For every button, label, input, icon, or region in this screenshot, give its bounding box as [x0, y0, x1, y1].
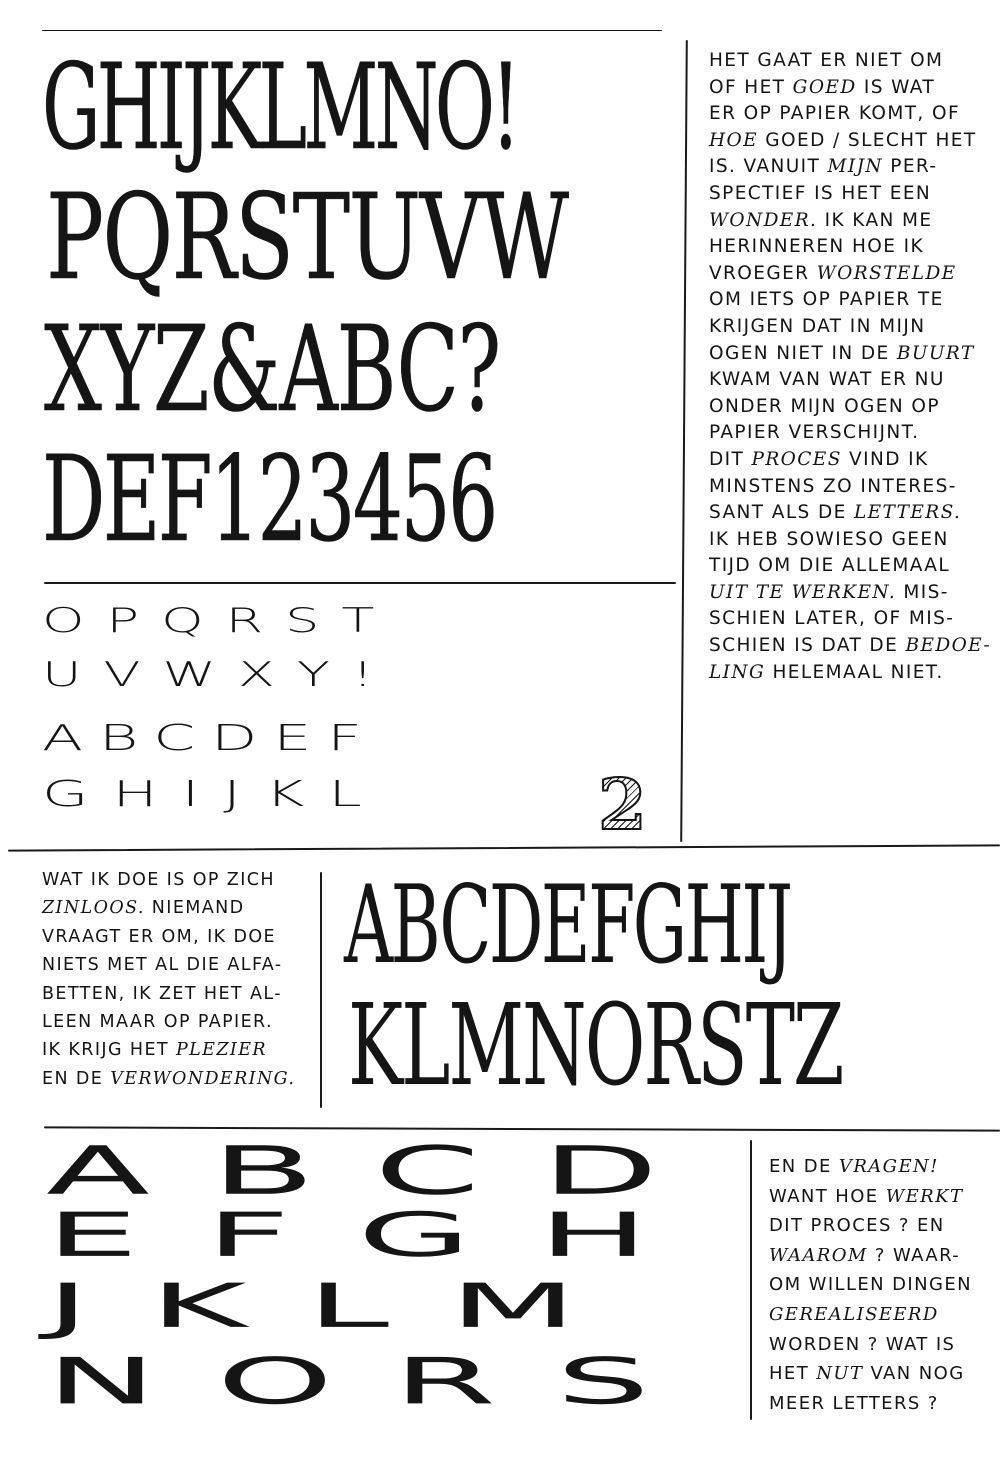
stretched-alphabet-row-4: NORS: [46, 1344, 710, 1419]
text-run: OM IETS OP PAPIER TE: [709, 289, 944, 311]
text-run: KWAM VAN WAT ER NU: [709, 369, 945, 391]
text-line: [42, 1008, 314, 1036]
text-line: [709, 500, 989, 527]
emphasized-word: UIT TE WERKEN.: [709, 581, 897, 603]
text-line: [709, 287, 989, 314]
text-run: VRAAGT ER OM, IK DOE: [42, 926, 277, 947]
stretched-alphabet-row-2: EFGH: [46, 1200, 716, 1271]
emphasized-word: PROCES: [751, 448, 842, 470]
text-line: [769, 1182, 994, 1212]
text-run: SANT ALS DE: [709, 502, 854, 524]
paragraph-right-top: [709, 48, 992, 686]
text-run: OGEN NIET IN DE: [709, 342, 897, 364]
text-line: [769, 1330, 994, 1360]
text-run: VROEGER: [709, 262, 817, 284]
text-run: HET: [769, 1363, 817, 1385]
text-line: [709, 208, 989, 235]
text-run: WORDEN ? WAT IS: [769, 1333, 956, 1355]
text-line: [42, 1065, 314, 1093]
text-line: [709, 420, 989, 447]
text-line: [769, 1241, 994, 1271]
wide-alphabet-row-1: OPQRST: [42, 600, 397, 640]
text-line: [709, 154, 989, 181]
text-line: [769, 1359, 994, 1389]
text-run: BETTEN, IK ZET HET AL-: [42, 983, 282, 1004]
text-run: OM WILLEN DINGEN: [769, 1274, 972, 1296]
text-run: SCHIEN LATER, OF MIS-: [709, 608, 955, 630]
vertical-divider-top-right: [680, 40, 688, 842]
emphasized-word: HOE: [709, 129, 759, 151]
text-line: [769, 1270, 994, 1300]
angular-alphabet-row-1: ABCDEFGHIJ: [344, 863, 791, 988]
text-run: PER-: [882, 156, 938, 178]
text-run: IK KAN ME: [817, 209, 933, 231]
text-run: DIT: [709, 448, 752, 470]
vertical-divider-middle: [320, 872, 322, 1108]
text-line: [769, 1152, 994, 1182]
emphasized-word: WONDER.: [709, 209, 818, 231]
swirl-alphabet-row-4: DEF123456: [42, 430, 496, 568]
text-run: VAN NOG: [863, 1363, 965, 1385]
emphasized-word: GOED: [792, 76, 857, 98]
emphasized-word: WERKT: [885, 1185, 964, 1207]
text-line: [709, 527, 989, 554]
text-run: NIEMAND: [144, 898, 245, 919]
emphasized-word: PLEZIER: [175, 1040, 267, 1061]
text-line: [709, 128, 989, 155]
text-run: WAT IK DOE IS OP ZICH: [42, 870, 275, 890]
text-line: [709, 101, 989, 128]
text-run: IK HEB SOWIESO GEEN: [709, 528, 949, 550]
emphasized-word: VERWONDERING.: [110, 1068, 296, 1089]
text-run: HET GAAT ER NIET OM: [709, 50, 944, 71]
text-run: NIETS MET AL DIE ALFA-: [42, 955, 283, 976]
horizontal-divider-under-swirl-alphabet: [44, 582, 676, 584]
text-line: [709, 606, 989, 633]
emphasized-word: WORSTELDE: [816, 262, 957, 284]
text-run: IS. VANUIT: [709, 156, 828, 178]
text-run: VIND IK: [841, 448, 929, 470]
emphasized-word: LING: [709, 661, 766, 683]
text-line: [709, 394, 989, 421]
text-line: [709, 447, 989, 474]
wide-alphabet-row-4: GHIJKL: [42, 773, 386, 815]
text-run: LEEN MAAR OP PAPIER.: [42, 1012, 273, 1033]
text-line: [709, 474, 989, 501]
text-line: [42, 980, 314, 1008]
text-line: [42, 1036, 314, 1064]
text-run: ER OP PAPIER KOMT, OF: [709, 103, 960, 125]
text-line: [42, 923, 314, 951]
text-run: ONDER MIJN OGEN OP: [709, 395, 940, 417]
text-line: [769, 1211, 994, 1241]
horizontal-divider-middle: [8, 844, 1000, 851]
text-run: TIJD OM DIE ALLEMAAL: [709, 555, 951, 577]
wide-alphabet-row-2: UVWXY!: [42, 654, 396, 694]
top-rule: [42, 30, 662, 31]
text-run: KRIJGEN DAT IN MIJN: [709, 315, 926, 337]
swirl-alphabet-row-1: GHIJKLMNO!: [42, 38, 517, 176]
stretched-alphabet-row-1: ABCD: [46, 1132, 720, 1210]
wide-alphabet-row-3: ABCDEF: [42, 717, 378, 759]
text-run: EN DE: [42, 1068, 111, 1089]
hatched-number-2: 2: [598, 763, 647, 846]
text-line: [709, 314, 989, 341]
text-line: [709, 234, 989, 261]
text-run: HERINNEREN HOE IK: [709, 236, 924, 258]
text-line: [42, 894, 314, 922]
text-line: [709, 633, 992, 660]
emphasized-word: BUURT: [896, 342, 975, 364]
text-run: IS WAT: [856, 76, 936, 98]
text-run: GOED / SLECHT HET: [758, 129, 977, 151]
text-line: [769, 1300, 994, 1330]
text-line: [709, 48, 989, 75]
stretched-alphabet-row-3: JKLM: [46, 1271, 637, 1342]
emphasized-word: WAAROM: [769, 1244, 868, 1266]
text-line: [709, 341, 989, 368]
paragraph-right-bottom: [769, 1152, 994, 1418]
text-line: [709, 261, 989, 288]
text-run: SPECTIEF IS HET EEN: [709, 182, 932, 204]
text-line: [709, 75, 989, 102]
angular-alphabet-row-2: KLMNORSTZ: [348, 981, 843, 1111]
text-run: MEER LETTERS ?: [769, 1392, 939, 1414]
swirl-alphabet-row-3: XYZ&ABC?: [44, 300, 500, 438]
text-run: EN DE: [769, 1156, 839, 1177]
swirl-alphabet-row-2: PQRSTUVW: [46, 168, 568, 306]
text-line: [709, 580, 989, 607]
emphasized-word: NUT: [816, 1363, 864, 1385]
text-line: [769, 1389, 994, 1419]
text-run: IK KRIJG HET: [42, 1040, 176, 1061]
text-run: PAPIER VERSCHIJNT.: [709, 422, 920, 444]
emphasized-word: BEDOE-: [905, 635, 992, 657]
emphasized-word: LETTERS.: [853, 502, 962, 524]
text-run: HELEMAAL NIET.: [765, 661, 944, 683]
text-line: [709, 660, 989, 687]
text-run: DIT PROCES ? EN: [769, 1215, 945, 1237]
emphasized-word: MIJN: [827, 156, 883, 178]
emphasized-word: GEREALISEERD: [769, 1303, 939, 1325]
emphasized-word: VRAGEN!: [838, 1156, 939, 1177]
text-run: MIS-: [896, 581, 949, 603]
text-run: WANT HOE: [769, 1185, 886, 1207]
paragraph-left-middle: [42, 866, 314, 1093]
text-run: OF HET: [709, 76, 793, 98]
emphasized-word: ZINLOOS.: [42, 898, 145, 919]
text-run: ? WAAR-: [867, 1244, 961, 1266]
text-line: [42, 866, 314, 894]
horizontal-divider-lower: [44, 1126, 1000, 1131]
text-run: MINSTENS ZO INTERES-: [709, 475, 957, 497]
text-line: [42, 951, 314, 979]
text-line: [709, 181, 989, 208]
text-line: [709, 367, 989, 394]
vertical-divider-bottom-right: [750, 1140, 752, 1420]
text-line: [709, 553, 989, 580]
text-run: SCHIEN IS DAT DE: [709, 635, 906, 657]
